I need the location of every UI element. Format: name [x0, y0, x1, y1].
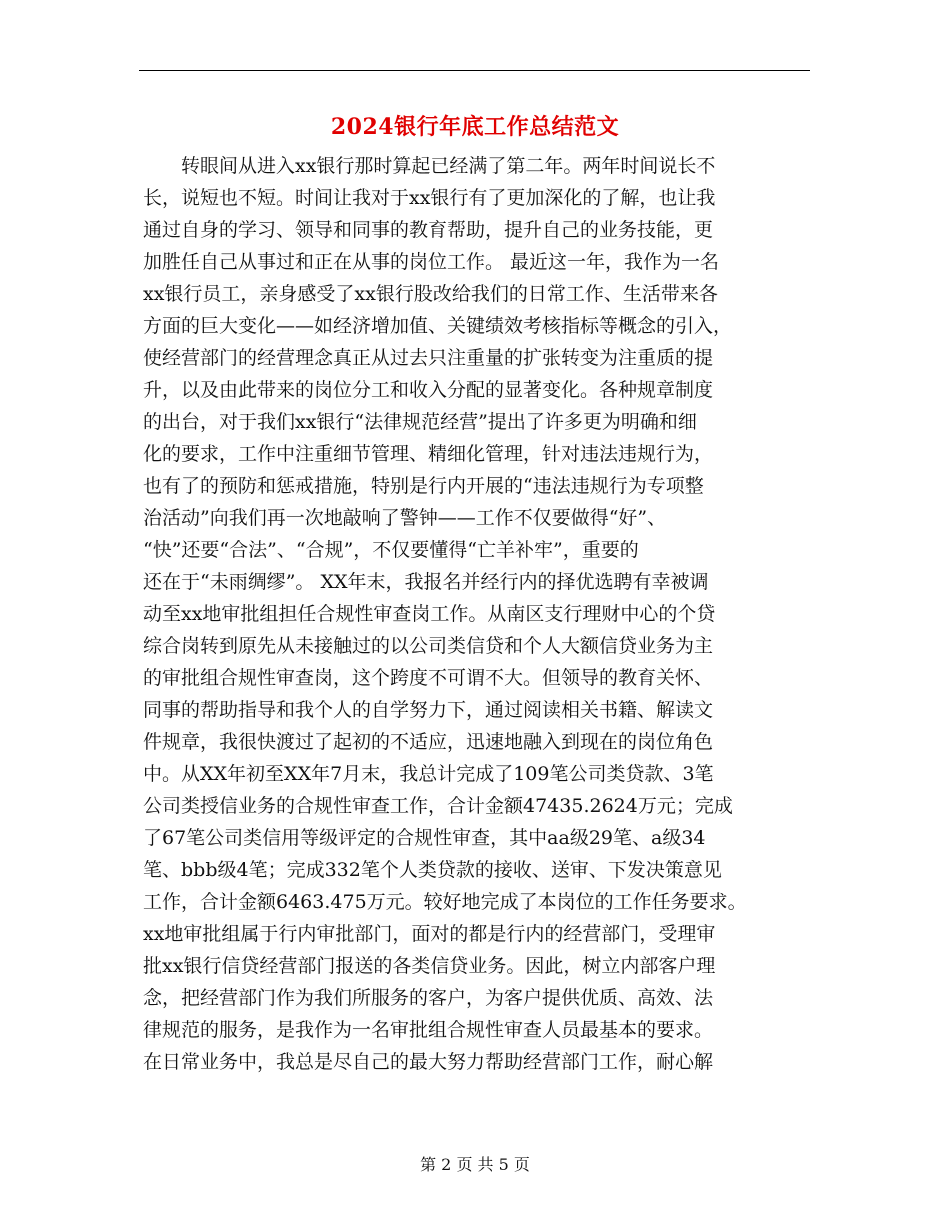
body-line: 念，把经营部门作为我们所服务的客户，为客户提供优质、高效、法: [143, 987, 714, 1009]
body-line: 的审批组合规性审查岗，这个跨度不可谓不大。但领导的教育关怀、: [143, 667, 714, 689]
body-line: 使经营部门的经营理念真正从过去只注重量的扩张转变为注重质的提: [143, 347, 714, 369]
body-line: 长，说短也不短。时间让我对于xx银行有了更加深化的了解，也让我: [143, 187, 716, 209]
body-line: 加胜任自己从事过和正在从事的岗位工作。 最近这一年，我作为一名: [143, 251, 720, 273]
body-line: 转眼间从进入xx银行那时算起已经满了第二年。两年时间说长不: [143, 155, 716, 177]
body-line: 同事的帮助指导和我个人的自学努力下，通过阅读相关书籍、解读文: [143, 699, 714, 721]
document-body: [143, 150, 811, 1078]
page-number: 第 2 页 共 5 页: [420, 1155, 530, 1174]
body-line: 方面的巨大变化——如经济增加值、关键绩效考核指标等概念的引入，: [143, 315, 733, 337]
body-line: 工作，合计金额6463.475万元。较好地完成了本岗位的工作任务要求。: [143, 891, 747, 913]
body-line: 公司类授信业务的合规性审查工作，合计金额47435.2624万元；完成: [143, 795, 733, 817]
body-line: 笔、bbb级4笔；完成332笔个人类贷款的接收、送审、下发决策意见: [143, 859, 722, 881]
body-line: xx银行员工，亲身感受了xx银行股改给我们的日常工作、生活带来各: [143, 283, 718, 305]
body-line: 综合岗转到原先从未接触过的以公司类信贷和个人大额信贷业务为主: [143, 635, 714, 657]
body-line: 在日常业务中，我总是尽自己的最大努力帮助经营部门工作，耐心解: [143, 1051, 714, 1073]
body-line: 化的要求，工作中注重细节管理、精细化管理，针对违法违规行为，: [143, 443, 714, 465]
body-line: 治活动”向我们再一次地敲响了警钟——工作不仅要做得“好”、: [143, 507, 667, 529]
body-line: “快”还要“合法”、“合规”，不仅要懂得“亡羊补牢”，重要的: [143, 539, 639, 561]
body-line: 还在于“未雨绸缪”。 XX年末，我报名并经行内的择优选聘有幸被调: [143, 571, 709, 593]
body-line: 动至xx地审批组担任合规性审查岗工作。从南区支行理财中心的个贷: [143, 603, 716, 625]
body-line: 的出台，对于我们xx银行“法律规范经营”提出了许多更为明确和细: [143, 411, 697, 433]
body-line: 中。从XX年初至XX年7月末，我总计完成了109笔公司类贷款、3笔: [143, 763, 714, 785]
body-line: 升，以及由此带来的岗位分工和收入分配的显著变化。各种规章制度: [143, 379, 714, 401]
document-title: 2024银行年底工作总结范文: [330, 114, 620, 140]
header-rule: [139, 70, 810, 71]
body-line: 通过自身的学习、领导和同事的教育帮助，提升自己的业务技能，更: [143, 219, 714, 241]
body-line: xx地审批组属于行内审批部门，面对的都是行内的经营部门，受理审: [143, 923, 716, 945]
body-line: 也有了的预防和惩戒措施，特别是行内开展的“违法违规行为专项整: [143, 475, 704, 497]
body-line: 批xx银行信贷经营部门报送的各类信贷业务。因此，树立内部客户理: [143, 955, 716, 977]
body-line: 律规范的服务，是我作为一名审批组合规性审查人员最基本的要求。: [143, 1019, 714, 1041]
body-line: 件规章，我很快渡过了起初的不适应，迅速地融入到现在的岗位角色: [143, 731, 714, 753]
body-line: 了67笔公司类信用等级评定的合规性审查，其中aa级29笔、a级34: [143, 827, 706, 849]
